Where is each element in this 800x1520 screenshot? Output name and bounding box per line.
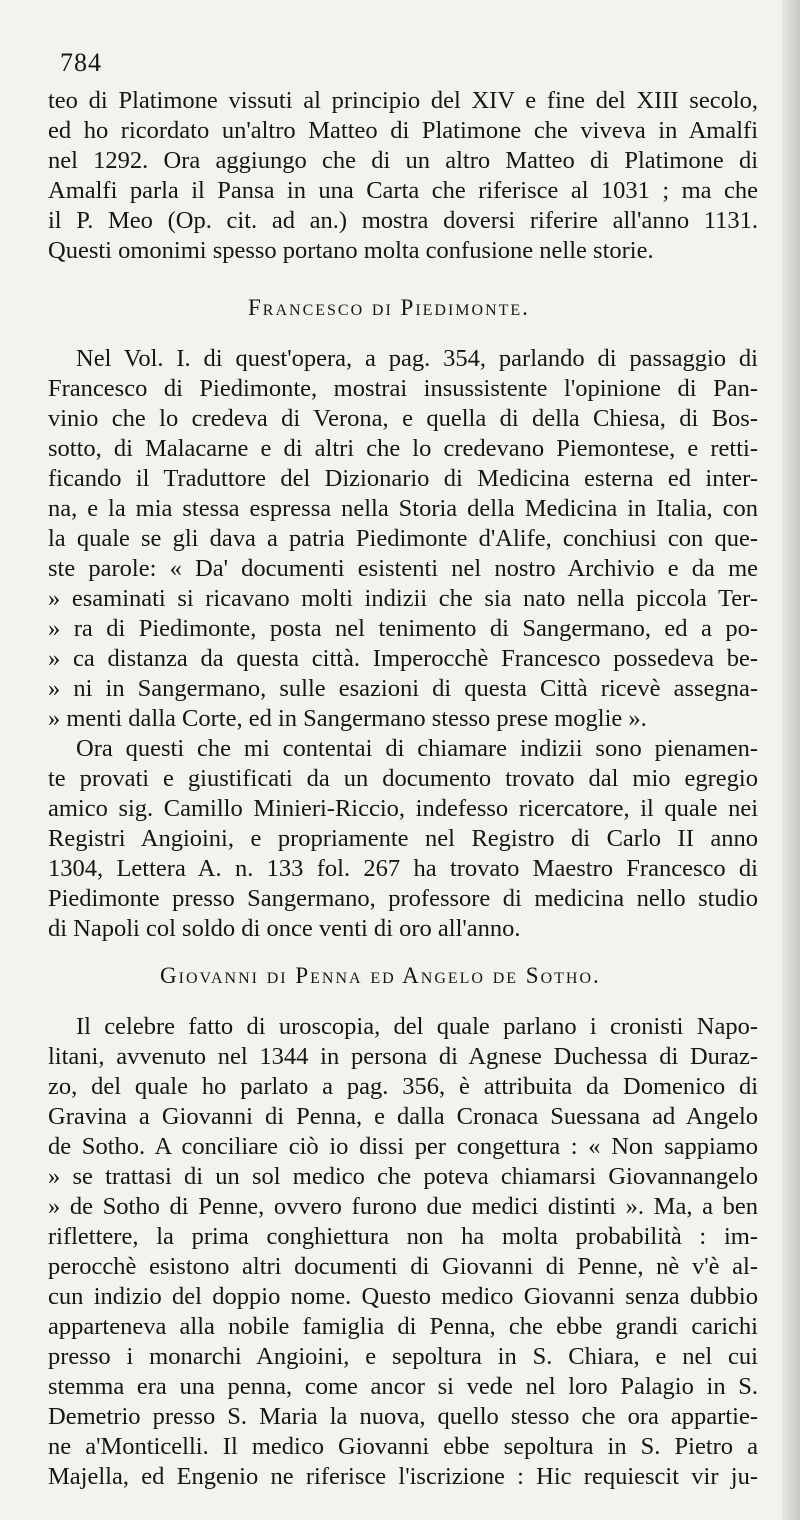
text-line: cun indizio del doppio nome. Questo medico Giovanni senza dubbio: [48, 1283, 758, 1310]
text-line: » se trattasi di un sol medico che poteva chiamarsi Giovannangelo: [48, 1163, 758, 1190]
text-line: Amalfi parla il Pansa in una Carta che riferisce al 1031 ; ma che: [48, 177, 758, 204]
paragraph-4: [48, 1012, 758, 1492]
page-edge: [782, 0, 800, 1520]
text-line: Francesco di Piedimonte, mostrai insussistente l'opinione di Pan-: [48, 375, 758, 402]
text-line: ficando il Traduttore del Dizionario di Medicina esterna ed inter-: [48, 465, 758, 492]
text-line: di Napoli col soldo di once venti di oro all'anno.: [48, 915, 521, 942]
text-line: il P. Meo (Op. cit. ad an.) mostra doversi riferire all'anno 1131.: [48, 207, 758, 234]
text-line: » menti dalla Corte, ed in Sangermano stesso prese moglie ».: [48, 705, 647, 732]
text-line: Registri Angioini, e propriamente nel Registro di Carlo II anno: [48, 825, 758, 852]
paragraph-1: [48, 86, 758, 266]
text-line: stemma era una penna, come ancor si vede nel loro Palagio in S.: [48, 1373, 758, 1400]
text-line: Piedimonte presso Sangermano, professore di medicina nello studio: [48, 885, 758, 912]
text-line: riflettere, la prima conghiettura non ha molta probabilità : im-: [48, 1223, 758, 1250]
text-line: sotto, di Malacarne e di altri che lo credevano Piemontese, e retti-: [48, 435, 758, 462]
paragraph-2: [48, 344, 758, 734]
text-line: apparteneva alla nobile famiglia di Penna, che ebbe grandi carichi: [48, 1313, 758, 1340]
text-line: Gravina a Giovanni di Penna, e dalla Cronaca Suessana ad Angelo: [48, 1103, 758, 1130]
text-line: teo di Platimone vissuti al principio del XIV e fine del XIII secolo,: [48, 87, 758, 114]
text-line: Majella, ed Engenio ne riferisce l'iscrizione : Hic requiescit vir ju-: [48, 1463, 758, 1490]
text-line: litani, avvenuto nel 1344 in persona di Agnese Duchessa di Duraz-: [48, 1043, 758, 1070]
text-line: Nel Vol. I. di quest'opera, a pag. 354, parlando di passaggio di: [76, 345, 758, 372]
text-line: Questi omonimi spesso portano molta confusione nelle storie.: [48, 237, 654, 264]
text-line: » ra di Piedimonte, posta nel tenimento di Sangermano, ed a po-: [48, 615, 758, 642]
text-line: ne a'Monticelli. Il medico Giovanni ebbe sepoltura in S. Pietro a: [48, 1433, 758, 1460]
text-line: perocchè esistono altri documenti di Giovanni di Penne, nè v'è al-: [48, 1253, 758, 1280]
text-line: nel 1292. Ora aggiungo che di un altro Matteo di Platimone di: [48, 147, 758, 174]
text-line: presso i monarchi Angioini, e sepoltura in S. Chiara, e nel cui: [48, 1343, 758, 1370]
text-line: 1304, Lettera A. n. 133 fol. 267 ha trovato Maestro Francesco di: [48, 855, 758, 882]
text-line: » ni in Sangermano, sulle esazioni di questa Città ricevè assegna-: [48, 675, 758, 702]
text-line: te provati e giustificati da un documento trovato dal mio egregio: [48, 765, 758, 792]
text-line: Ora questi che mi contentai di chiamare indizii sono pienamen-: [76, 735, 758, 762]
paragraph-3: [48, 734, 758, 944]
text-line: » de Sotho di Penne, ovvero furono due medici distinti ». Ma, a ben: [48, 1193, 758, 1220]
text-line: Demetrio presso S. Maria la nuova, quello stesso che ora appartie-: [48, 1403, 758, 1430]
text-line: Il celebre fatto di uroscopia, del quale parlano i cronisti Napo-: [76, 1013, 758, 1040]
text-line: ste parole: « Da' documenti esistenti nel nostro Archivio e da me: [48, 555, 758, 582]
text-line: de Sotho. A conciliare ciò io dissi per congettura : « Non sappiamo: [48, 1133, 758, 1160]
section-heading: Giovanni di Penna ed Angelo de Sotho.: [160, 963, 601, 988]
text-line: zo, del quale ho parlato a pag. 356, è attribuita da Domenico di: [48, 1073, 758, 1100]
text-line: ed ho ricordato un'altro Matteo di Platimone che viveva in Amalfi: [48, 117, 758, 144]
page-number: 784: [60, 48, 102, 77]
text-line: vinio che lo credeva di Verona, e quella di della Chiesa, di Bos-: [48, 405, 758, 432]
text-line: la quale se gli dava a patria Piedimonte d'Alife, conchiusi con que-: [48, 525, 758, 552]
section-heading: Francesco di Piedimonte.: [248, 295, 530, 320]
text-line: na, e la mia stessa espressa nella Storia della Medicina in Italia, con: [48, 495, 758, 522]
text-line: » esaminati si ricavano molti indizii che sia nato nella piccola Ter-: [48, 585, 758, 612]
text-line: amico sig. Camillo Minieri-Riccio, indefesso ricercatore, il quale nei: [48, 795, 758, 822]
text-line: » ca distanza da questa città. Imperocchè Francesco possedeva be-: [48, 645, 758, 672]
